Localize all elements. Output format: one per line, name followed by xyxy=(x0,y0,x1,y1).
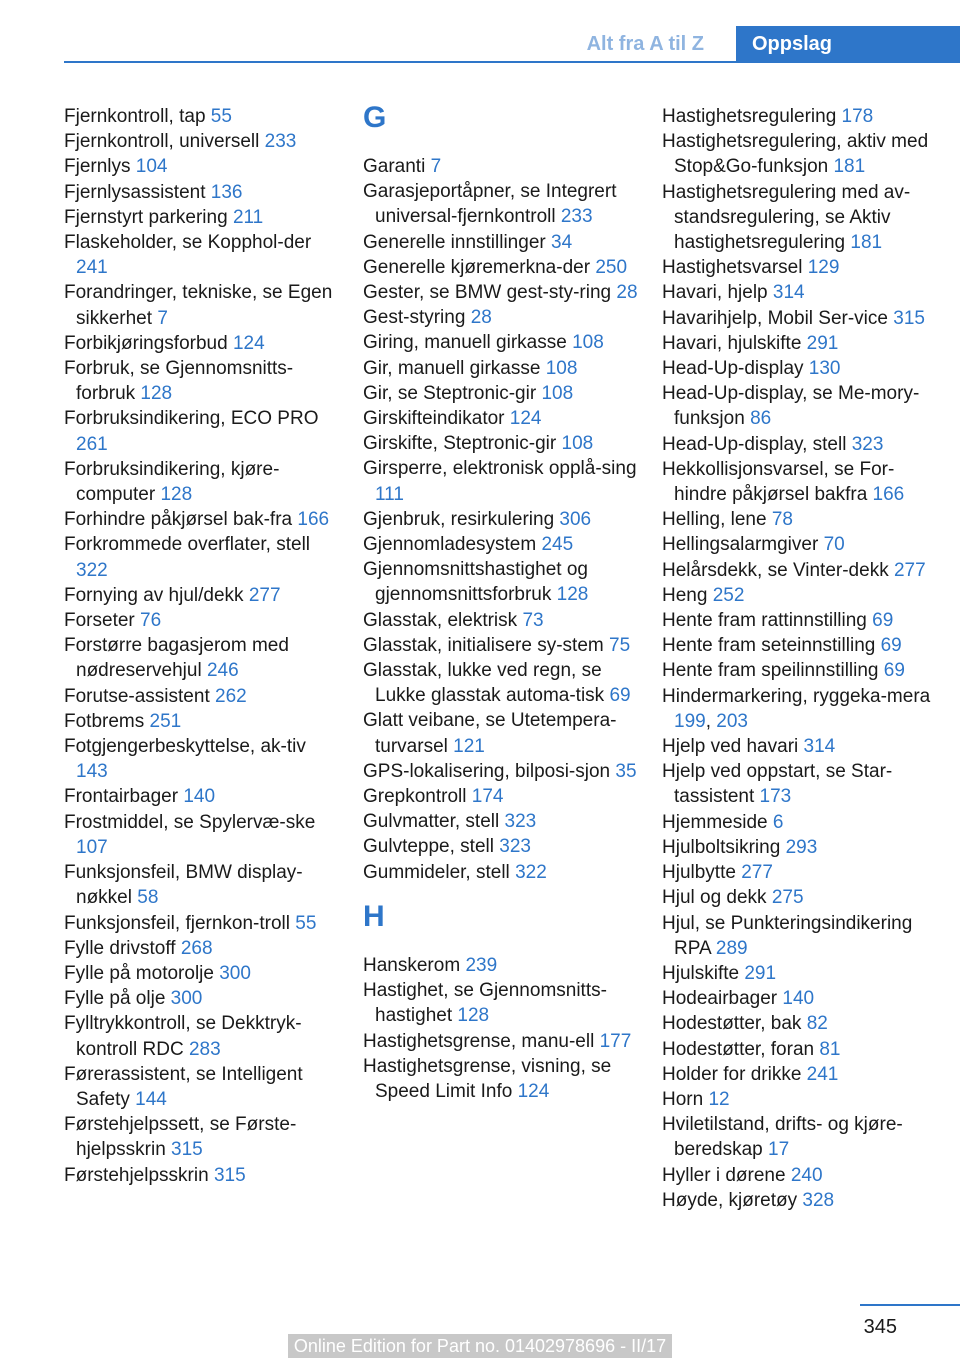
page-link[interactable]: 55 xyxy=(210,106,232,127)
index-entry-text: Gir, se Steptronic-gir xyxy=(363,382,537,404)
page-link[interactable]: 124 xyxy=(517,1080,550,1102)
index-entry xyxy=(662,734,932,759)
index-entry-text: Forandringer, tekniske, se Egen sikkerhet xyxy=(64,282,333,329)
page-link[interactable]: 7 xyxy=(430,156,442,177)
page-link[interactable]: 108 xyxy=(545,357,578,379)
page-link[interactable]: 35 xyxy=(615,760,637,782)
index-entry xyxy=(363,978,638,1028)
index-entry xyxy=(64,911,339,936)
index-entry xyxy=(363,759,638,784)
index-entry-text: Fjernkontroll, tap xyxy=(64,106,206,127)
index-entry-text: Hekkollisjonsvarsel, se For-hindre påkjørsel bakfra xyxy=(662,458,895,506)
index-entry-text: Hjul, se Punkteringsindikering RPA xyxy=(662,912,913,959)
index-entry-text: Funksjonsfeil, BMW display-nøkkel xyxy=(64,862,303,909)
index-entry xyxy=(662,381,932,431)
index-entry xyxy=(662,633,932,658)
index-entry-text: Hente fram rattinnstilling xyxy=(662,610,867,632)
page-link[interactable]: 86 xyxy=(750,408,772,430)
index-entry xyxy=(662,810,932,835)
index-entry xyxy=(363,953,638,978)
index-entry xyxy=(64,154,339,179)
index-entry-text: Forbruk, se Gjennomsnitts-forbruk xyxy=(64,358,294,405)
index-entry-text: Gulvmatter, stell xyxy=(363,811,500,833)
index-entry xyxy=(64,457,339,507)
index-entry-text: GPS-lokalisering, bilposi-sjon xyxy=(363,760,611,782)
index-entry xyxy=(662,180,932,256)
index-entry xyxy=(64,810,339,860)
index-entry-text: Hjulboltsikring xyxy=(662,836,781,858)
index-entry xyxy=(363,305,638,330)
page-link[interactable]: 111 xyxy=(375,483,404,505)
index-entry-text: Forseter xyxy=(64,610,135,632)
page-link[interactable]: 177 xyxy=(599,1030,632,1052)
index-entry xyxy=(64,129,339,154)
index-entry xyxy=(363,1054,638,1104)
page-link[interactable]: 128 xyxy=(160,484,193,506)
index-entry-text: Forutse-assistent xyxy=(64,685,210,707)
page-link[interactable]: 293 xyxy=(785,836,818,858)
page-link[interactable]: 251 xyxy=(149,710,182,732)
index-letter-g: G xyxy=(363,101,387,134)
index-entry-text: Glasstak, lukke ved regn, se Lukke glasstak automa-tisk xyxy=(363,660,605,707)
index-entry-text: Fylltrykkontroll, se Dekktryk-kontroll RDC xyxy=(64,1013,302,1060)
index-entry-text: Glatt veibane, se Utetempera-turvarsel xyxy=(363,710,617,757)
index-entry-text: Fornying av hjul/dekk xyxy=(64,584,244,606)
index-column-2 xyxy=(363,101,638,1104)
index-entry xyxy=(64,180,339,205)
page-link[interactable]: 322 xyxy=(515,861,547,883)
index-entry-text: Hastighet, se Gjennomsnitts-hastighet xyxy=(363,980,607,1027)
page-link[interactable]: 58 xyxy=(137,887,159,909)
page-link[interactable]: 173 xyxy=(759,786,792,808)
page-link[interactable]: 124 xyxy=(509,408,542,430)
index-entry xyxy=(662,356,932,381)
page-link[interactable]: 121 xyxy=(453,735,485,757)
index-group-g xyxy=(363,154,638,885)
page-link[interactable]: 76 xyxy=(140,610,162,632)
index-entry-text: Fotbrems xyxy=(64,710,145,732)
index-entry xyxy=(662,759,932,809)
index-entry xyxy=(662,255,932,280)
page-link[interactable]: 315 xyxy=(213,1164,246,1186)
index-entry xyxy=(363,834,638,859)
page-link[interactable]: 252 xyxy=(712,584,745,606)
chapter-tab[interactable]: Oppslag xyxy=(736,26,960,62)
page-link[interactable]: 245 xyxy=(541,534,574,556)
index-entry xyxy=(662,1163,932,1188)
index-entry xyxy=(64,936,339,961)
page-link[interactable]: 70 xyxy=(823,534,845,556)
index-entry xyxy=(363,356,638,381)
page-link[interactable]: 300 xyxy=(170,988,203,1010)
page-link[interactable]: 322 xyxy=(76,559,108,581)
page-link[interactable]: 241 xyxy=(76,257,108,279)
page-link[interactable]: 69 xyxy=(883,660,905,682)
index-entry-text: Hanskerom xyxy=(363,954,461,976)
page-link[interactable]: 300 xyxy=(219,962,251,984)
index-entry-text: Hastighetsregulering, aktiv med Stop&Go-funksjon xyxy=(662,131,929,178)
index-entry-text: Gjenbruk, resirkulering xyxy=(363,508,555,530)
index-entry-text: Hjul og dekk xyxy=(662,887,767,909)
index-entry xyxy=(64,961,339,986)
index-entry xyxy=(363,532,638,557)
page-link[interactable]: 130 xyxy=(808,358,841,380)
index-entry xyxy=(64,734,339,784)
index-entry-text: Glasstak, initialisere sy-stem xyxy=(363,634,604,656)
index-entry xyxy=(662,1087,932,1112)
index-entry-text: Hastighetsgrense, manu-ell xyxy=(363,1030,595,1052)
index-entry-text: Girskifte, Steptronic-gir xyxy=(363,433,557,455)
index-entry-text: Førstehjelpsskrin xyxy=(64,1164,209,1186)
edition-text: Online Edition for Part no. 01402978696 - II/17 xyxy=(288,1334,672,1358)
page-link[interactable]: 128 xyxy=(457,1005,490,1027)
page-header xyxy=(0,0,960,62)
page-link[interactable]: 144 xyxy=(135,1088,167,1110)
page-link[interactable]: 140 xyxy=(782,988,815,1010)
page-link[interactable]: 315 xyxy=(171,1139,203,1161)
index-entry-text: Hyller i dørene xyxy=(662,1164,786,1186)
index-entry-text: Holder for drikke xyxy=(662,1063,802,1085)
page-link[interactable]: 108 xyxy=(541,382,574,404)
index-entry-text: Hjelp ved oppstart, se Star-tassistent xyxy=(662,761,893,808)
page-link[interactable]: 181 xyxy=(850,232,883,254)
page-link[interactable]: 108 xyxy=(561,433,594,455)
index-entry-text: Havari, hjelp xyxy=(662,282,768,304)
index-entry-text: Garanti xyxy=(363,156,426,177)
index-entry: Hindermarkering, ryggeka-mera 199, 203 xyxy=(662,685,931,732)
index-entry xyxy=(64,280,339,330)
page-link[interactable]: 17 xyxy=(768,1139,790,1161)
page-link[interactable]: 250 xyxy=(595,256,628,278)
page-link[interactable]: 261 xyxy=(76,433,108,455)
page-link[interactable]: 328 xyxy=(802,1189,835,1211)
page-link[interactable]: 12 xyxy=(708,1088,730,1110)
index-entry xyxy=(662,306,932,331)
page-link[interactable]: 283 xyxy=(188,1038,221,1060)
index-entry xyxy=(662,961,932,986)
index-entry xyxy=(64,633,339,683)
index-entry xyxy=(64,1062,339,1112)
index-entry xyxy=(64,205,339,230)
page-link[interactable]: 233 xyxy=(264,131,297,153)
index-entry xyxy=(662,331,932,356)
page-link[interactable]: 174 xyxy=(471,786,504,808)
index-entry-text: Generelle kjøremerkna-der xyxy=(363,256,591,278)
page-link[interactable]: 323 xyxy=(504,811,537,833)
page-link[interactable]: 323 xyxy=(499,836,531,858)
index-entry-text: Hindermarkering, ryggeka-mera xyxy=(662,685,931,707)
index-entry-text: Gir, manuell girkasse xyxy=(363,357,541,379)
index-entry-text: Fylle på motorolje xyxy=(64,962,214,984)
page-link[interactable]: 291 xyxy=(744,962,777,984)
page-link[interactable]: 82 xyxy=(806,1013,828,1035)
index-entry xyxy=(662,1112,932,1162)
index-entry-text: Forbruksindikering, kjøre-computer xyxy=(64,458,280,506)
index-entry-text: Hodestøtter, foran xyxy=(662,1038,815,1060)
page-number: 345 xyxy=(863,1316,897,1338)
index-entry-text: Forhindre påkjørsel bak-fra xyxy=(64,509,293,531)
index-entry xyxy=(363,633,638,658)
index-entry-text: Heng xyxy=(662,584,708,606)
header-divider xyxy=(64,61,960,63)
index-entry xyxy=(363,280,638,305)
index-entry xyxy=(662,986,932,1011)
page-link[interactable]: 277 xyxy=(248,584,281,606)
section-title: Alt fra A til Z xyxy=(586,33,704,55)
page-link[interactable]: 181 xyxy=(833,156,866,178)
index-entry xyxy=(64,709,339,734)
page-link[interactable]: 315 xyxy=(893,307,925,329)
page-link[interactable]: 291 xyxy=(806,332,839,354)
index-group-h xyxy=(363,953,638,1104)
page-link[interactable]: 75 xyxy=(609,634,631,656)
index-entry-text: Helårsdekk, se Vinter-dekk xyxy=(662,559,889,581)
index-entry-text: Havari, hjulskifte xyxy=(662,332,802,354)
page-link[interactable]: 166 xyxy=(872,484,905,506)
index-entry-text: Hente fram speilinnstilling xyxy=(662,660,879,682)
page-link[interactable]: 128 xyxy=(140,383,173,405)
index-entry xyxy=(64,230,339,280)
index-entry-text: Førstehjelpssett, se Første-hjelpsskrin xyxy=(64,1114,297,1161)
index-entry-text: Frostmiddel, se Spylervæ-ske xyxy=(64,811,316,833)
page-link[interactable]: 277 xyxy=(741,862,773,884)
page-link[interactable]: 306 xyxy=(559,508,592,530)
page-link[interactable]: 239 xyxy=(465,954,498,976)
index-entry xyxy=(64,1112,339,1162)
index-entry xyxy=(662,104,932,129)
index-entry xyxy=(363,431,638,456)
index-entry xyxy=(662,457,932,507)
index-entry-text: Head-Up-display xyxy=(662,358,804,380)
index-entry xyxy=(662,129,932,179)
index-entry-text: Fylle drivstoff xyxy=(64,937,176,959)
index-entry xyxy=(64,608,339,633)
index-entry xyxy=(662,835,932,860)
index-entry-text: Hjulbytte xyxy=(662,862,736,884)
index-entry xyxy=(363,230,638,255)
index-entry-text: Gest-styring xyxy=(363,307,466,329)
index-entry-text: Giring, manuell girkasse xyxy=(363,332,567,354)
page-link[interactable]: 275 xyxy=(771,887,804,909)
index-entry-text: Hodeairbager xyxy=(662,988,778,1010)
index-entry-text: Forstørre bagasjerom med nødreservehjul xyxy=(64,635,289,682)
index-entry-text: Gummideler, stell xyxy=(363,861,510,883)
index-entry-text: Hastighetsregulering xyxy=(662,106,837,127)
index-entry-text: Gester, se BMW gest-sty-ring xyxy=(363,282,612,304)
index-entry-text: Funksjonsfeil, fjernkon-troll xyxy=(64,912,290,934)
index-entry xyxy=(64,356,339,406)
page-link[interactable]: 6 xyxy=(772,811,784,833)
page-link[interactable]: 73 xyxy=(522,609,544,631)
index-column-1 xyxy=(64,104,339,1188)
page-link[interactable]: 178 xyxy=(841,106,874,127)
index-entry xyxy=(662,583,932,608)
page-link[interactable]: 240 xyxy=(790,1164,823,1186)
index-entry-text: Fjernlysassistent xyxy=(64,181,206,203)
index-entry-text: Head-Up-display, stell xyxy=(662,433,847,455)
page-link[interactable]: 289 xyxy=(715,937,748,959)
page-link[interactable]: 55 xyxy=(295,912,317,934)
page-link[interactable]: 136 xyxy=(210,181,243,203)
index-entry-text: Gulvteppe, stell xyxy=(363,836,494,858)
index-entry xyxy=(363,557,638,607)
page-link[interactable]: 268 xyxy=(180,937,213,959)
page-link[interactable]: 128 xyxy=(556,584,589,606)
index-entry xyxy=(363,406,638,431)
index-entry xyxy=(363,456,638,506)
index-entry-text: Fjernkontroll, universell xyxy=(64,131,260,153)
index-entry-text: Flaskeholder, se Kopphol-der xyxy=(64,232,312,254)
index-entry xyxy=(662,280,932,305)
index-entry xyxy=(662,860,932,885)
index-entry-text: Horn xyxy=(662,1088,704,1110)
index-column-3 xyxy=(662,104,932,1213)
index-entry-text: Hastighetsgrense, visning, se Speed Limit Info xyxy=(363,1055,612,1102)
index-entry-text: Hastighetsvarsel xyxy=(662,257,803,279)
index-entry-text: Fotgjengerbeskyttelse, ak-tiv xyxy=(64,736,306,758)
index-entry xyxy=(363,784,638,809)
index-entry xyxy=(64,406,339,456)
index-entry-text: Girsperre, elektronisk opplå-sing xyxy=(363,458,637,480)
index-entry-text: Førerassistent, se Intelligent Safety xyxy=(64,1063,303,1110)
index-entry-text: Fylle på olje xyxy=(64,988,166,1010)
edition-footer xyxy=(0,1336,960,1357)
index-entry xyxy=(662,1188,932,1213)
index-entry xyxy=(64,1011,339,1061)
page-link[interactable]: 104 xyxy=(135,156,168,178)
page-link[interactable]: 143 xyxy=(76,761,108,783)
index-entry-text: Girskifteindikator xyxy=(363,408,505,430)
index-entry-text: Fjernlys xyxy=(64,156,131,178)
index-entry-text: Fjernstyrt parkering xyxy=(64,206,228,228)
index-entry xyxy=(64,331,339,356)
index-entry xyxy=(363,179,638,229)
index-entry-text: Generelle innstillinger xyxy=(363,231,546,253)
page-link[interactable]: 166 xyxy=(297,509,330,531)
index-entry xyxy=(662,1062,932,1087)
index-entry xyxy=(64,684,339,709)
index-entry-text: Hviletilstand, drifts- og kjøre-beredskap xyxy=(662,1114,903,1161)
index-entry-text: Hastighetsregulering med av-standsregulering, se Aktiv hastighetsregulering xyxy=(662,181,911,254)
index-entry xyxy=(662,885,932,910)
page-link[interactable]: 241 xyxy=(806,1063,839,1085)
page-link[interactable]: 69 xyxy=(880,635,902,657)
index-entry-text: Høyde, kjøretøy xyxy=(662,1189,798,1211)
index-entry xyxy=(64,784,339,809)
page-link[interactable]: 277 xyxy=(893,559,926,581)
index-entry-text: Frontairbager xyxy=(64,786,179,808)
page-link[interactable]: 129 xyxy=(807,257,840,279)
index-entry-text: Hjemmeside xyxy=(662,811,768,833)
index-entry xyxy=(64,583,339,608)
page-link[interactable]: 314 xyxy=(803,736,836,758)
index-entry-text: Forbikjøringsforbud xyxy=(64,332,228,354)
index-entry xyxy=(64,104,339,129)
page-link[interactable]: 81 xyxy=(819,1038,841,1060)
page-link[interactable]: 28 xyxy=(616,282,638,304)
index-entry-text: Hjelp ved havari xyxy=(662,736,799,758)
index-entry-text: Glasstak, elektrisk xyxy=(363,609,518,631)
index-entry-text: Forkrommede overflater, stell xyxy=(64,534,311,556)
index-entry-text: Garasjeportåpner, se Integrert universal-fjernkontroll xyxy=(363,181,617,228)
index-entry xyxy=(363,1029,638,1054)
index-entry xyxy=(64,986,339,1011)
index-entry xyxy=(662,1037,932,1062)
index-entry xyxy=(363,330,638,355)
page-link[interactable]: 323 xyxy=(851,433,884,455)
page-link[interactable]: 262 xyxy=(215,685,247,707)
page-link[interactable]: 108 xyxy=(572,332,604,354)
page-link[interactable]: 211 xyxy=(232,206,264,228)
page-link[interactable]: 124 xyxy=(232,332,265,354)
index-entry xyxy=(363,658,638,708)
index-entry-text: Hodestøtter, bak xyxy=(662,1013,802,1035)
index-entry xyxy=(662,1011,932,1036)
index-entry xyxy=(363,809,638,834)
index-entry xyxy=(662,911,932,961)
index-entry xyxy=(662,532,932,557)
index-entry xyxy=(363,255,638,280)
index-entry-text: Hellingsalarmgiver xyxy=(662,534,819,556)
index-entry-text: Gjennomladesystem xyxy=(363,534,537,556)
page-link[interactable]: 233 xyxy=(560,206,593,228)
index-entry xyxy=(363,507,638,532)
index-entry-text: Helling, lene xyxy=(662,509,767,531)
page-link[interactable]: 69 xyxy=(609,685,631,707)
index-entry xyxy=(662,432,932,457)
index-entry-text: Hente fram seteinnstilling xyxy=(662,635,876,657)
page-link[interactable]: 107 xyxy=(76,836,108,858)
index-entry xyxy=(363,154,638,179)
index-entry-text: Hjulskifte xyxy=(662,962,740,984)
page-link[interactable]: 199 xyxy=(674,710,706,732)
index-entry xyxy=(363,608,638,633)
index-entry xyxy=(363,708,638,758)
index-entry xyxy=(363,860,638,885)
page-link[interactable]: 34 xyxy=(551,231,573,253)
index-entry xyxy=(64,532,339,582)
index-entry xyxy=(64,1163,339,1188)
index-entry xyxy=(662,608,932,633)
page-link[interactable]: 203 xyxy=(716,710,748,732)
index-entry-text: Havarihjelp, Mobil Ser-vice xyxy=(662,307,888,329)
page-link[interactable]: 246 xyxy=(206,660,239,682)
index-letter-h: H xyxy=(363,899,385,933)
index-entry xyxy=(64,507,339,532)
footer-divider xyxy=(860,1304,960,1306)
index-entry xyxy=(363,381,638,406)
page-link[interactable]: 7 xyxy=(157,307,168,329)
page-link[interactable]: 28 xyxy=(470,307,492,329)
index-entry xyxy=(662,558,932,583)
page-link[interactable]: 78 xyxy=(771,509,793,531)
page-link[interactable]: 314 xyxy=(772,282,805,304)
index-entry-text: Forbruksindikering, ECO PRO xyxy=(64,408,319,430)
index-entry-text: Grepkontroll xyxy=(363,786,467,808)
index-entry xyxy=(662,507,932,532)
index-entry xyxy=(662,658,932,683)
index-entry-text: Head-Up-display, se Me-mory-funksjon xyxy=(662,383,920,430)
page-link[interactable]: 140 xyxy=(183,786,216,808)
index-entry xyxy=(64,860,339,910)
page-link[interactable]: 69 xyxy=(872,610,894,632)
index-entry-text: Gjennomsnittshastighet og gjennomsnittsforbruk xyxy=(363,559,588,606)
